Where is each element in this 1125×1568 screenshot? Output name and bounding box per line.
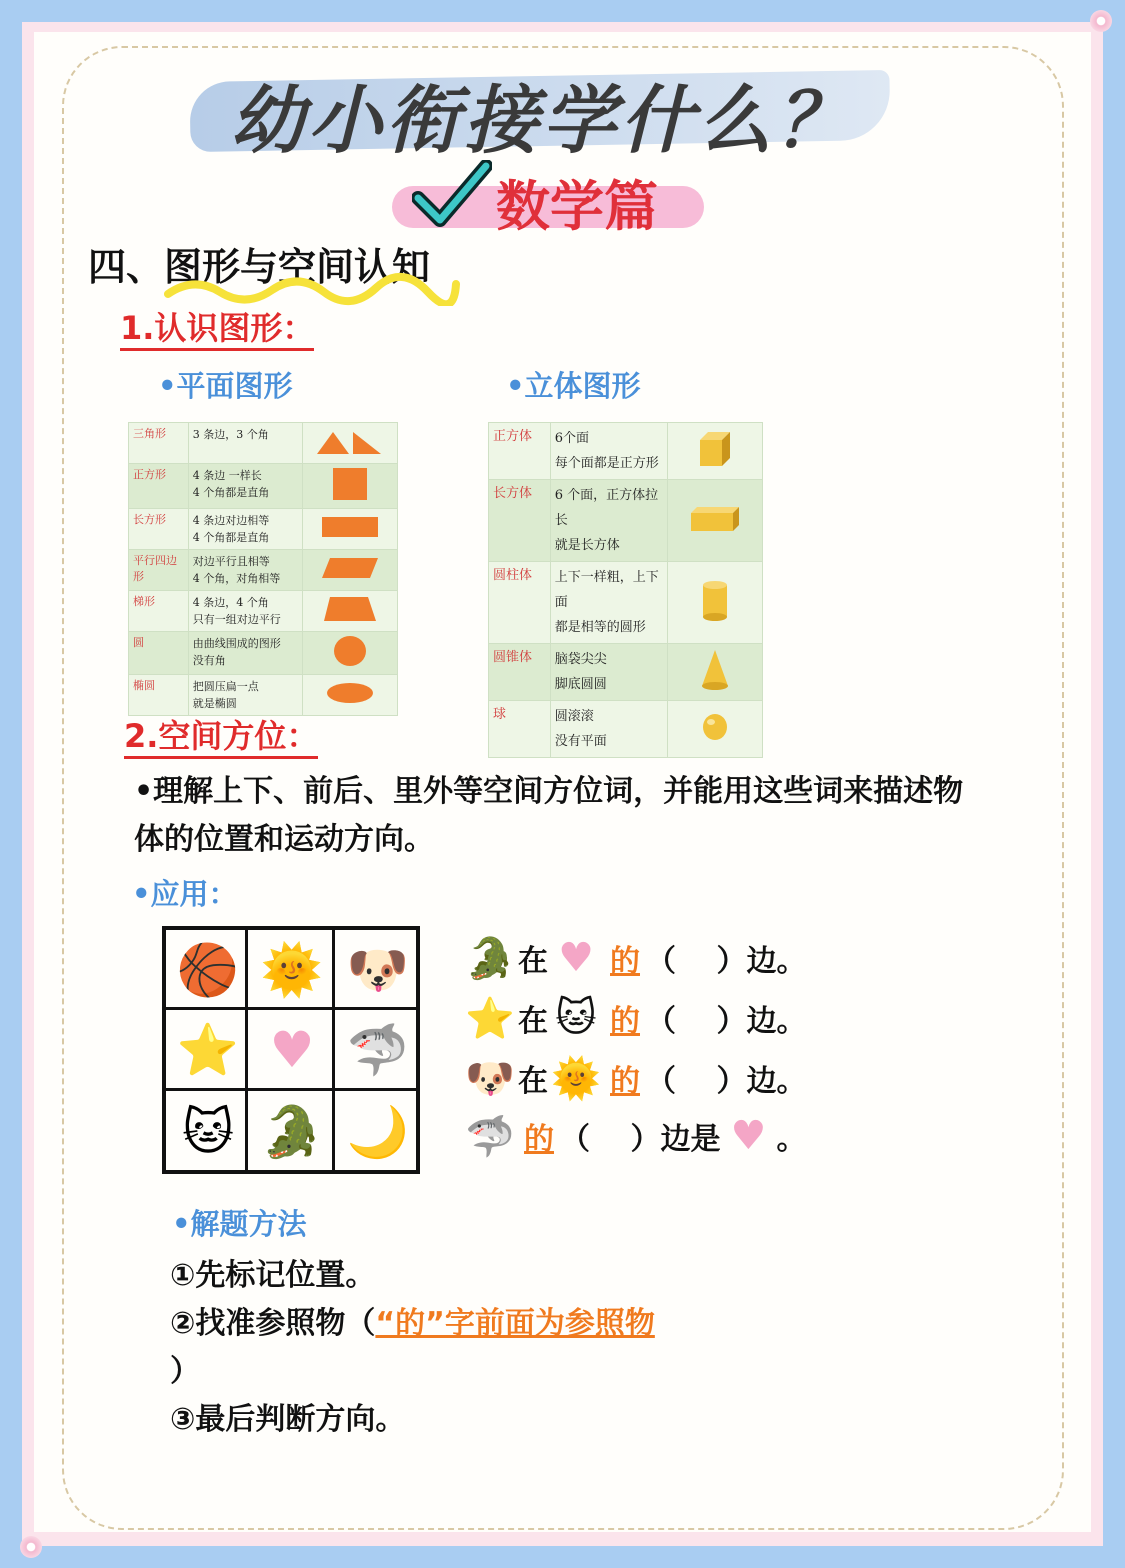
shark-icon: 🦈 — [346, 1020, 410, 1079]
word-de: 的 — [524, 1122, 554, 1157]
shape-name: 圆柱体 — [489, 562, 551, 644]
shape-desc: 上下一样粗，上下面 都是相等的圆形 — [550, 562, 667, 644]
table-row — [129, 423, 398, 464]
answer-blank[interactable]: （ ） — [646, 1064, 747, 1099]
word-de: 的 — [610, 944, 640, 979]
shape-desc: 把圆压扁一点 就是椭圆 — [188, 675, 302, 716]
solid-shapes-table — [488, 422, 763, 758]
shape-name: 圆 — [129, 632, 189, 675]
word-de: 的 — [610, 1004, 640, 1039]
answer-blank[interactable]: （ ） — [646, 944, 747, 979]
squiggle-underline — [164, 272, 460, 306]
flower-icon — [1090, 10, 1112, 32]
shape-name: 正方体 — [489, 423, 551, 480]
shape-name: 椭圆 — [129, 675, 189, 716]
table-row — [129, 675, 398, 716]
shape-name: 平行四边形 — [129, 550, 189, 591]
cat-icon: 🐱 — [555, 995, 597, 1041]
shape-name: 正方形 — [129, 464, 189, 509]
star-icon: ⭐ — [176, 1020, 240, 1079]
plane-shapes-table — [128, 422, 398, 716]
answer-blank[interactable]: （ ） — [560, 1122, 661, 1157]
word-bian: 边。 — [746, 944, 807, 979]
circle-icon — [303, 632, 398, 675]
step-2-close: ） — [170, 1354, 200, 1389]
square-icon — [303, 464, 398, 509]
shape-name: 长方体 — [489, 480, 551, 562]
shape-name: 球 — [489, 701, 551, 758]
title-block — [190, 58, 910, 164]
step-2-highlight: “的”字前面为参照物 — [375, 1306, 655, 1341]
word-bian: 边。 — [746, 1004, 807, 1039]
word-zai: 在 — [518, 944, 548, 979]
step-1: ①先标记位置。 — [170, 1258, 376, 1293]
moon-icon: 🌙 — [346, 1102, 410, 1161]
rectangle-icon — [303, 509, 398, 550]
apply-label: •应用： — [132, 877, 238, 911]
shape-desc: 6个面 每个面都是正方形 — [550, 423, 667, 480]
period: 。 — [776, 1122, 807, 1157]
paragraph-line-2: 体的位置和运动方向。 — [134, 822, 434, 857]
step-3: ③最后判断方向。 — [170, 1402, 406, 1437]
subtitle-block — [392, 160, 712, 236]
word-de: 的 — [610, 1064, 640, 1099]
question-3 — [462, 1050, 806, 1106]
heart-icon: ♥ — [558, 935, 594, 981]
shape-desc: 由曲线围成的图形 没有角 — [188, 632, 302, 675]
shape-desc: 脑袋尖尖 脚底圆圆 — [550, 644, 667, 701]
shape-desc: 4 条边 一样长 4 个角都是直角 — [188, 464, 302, 509]
shape-desc: 6 个面，正方体拉长 就是长方体 — [550, 480, 667, 562]
spatial-heading: 2.空间方位： — [124, 716, 318, 759]
basketball-icon: 🏀 — [176, 940, 240, 999]
table-row — [489, 423, 763, 480]
table-row — [129, 550, 398, 591]
page-title: 幼小衔接学什么？ — [230, 78, 854, 164]
method-label: •解题方法 — [172, 1207, 307, 1241]
cube-icon — [668, 423, 763, 480]
question-4 — [462, 1108, 806, 1164]
word-zai: 在 — [518, 1064, 548, 1099]
position-grid — [162, 926, 420, 1174]
step-2-prefix: ②找准参照物（ — [170, 1306, 376, 1341]
cone-icon — [668, 644, 763, 701]
checkmark-icon — [412, 160, 492, 230]
table-row — [489, 562, 763, 644]
table-row — [489, 701, 763, 758]
step-2 — [170, 1300, 655, 1348]
shark-icon: 🦈 — [465, 1113, 515, 1160]
shape-desc: 对边平行且相等 4 个角，对角相等 — [188, 550, 302, 591]
question-1 — [462, 930, 806, 986]
word-bian: 边。 — [746, 1064, 807, 1099]
shapes-heading: 1.认识图形： — [120, 308, 314, 351]
answer-blank[interactable]: （ ） — [646, 1004, 747, 1039]
parallelogram-icon — [303, 550, 398, 591]
table-row — [129, 632, 398, 675]
paragraph-line-1: •理解上下、前后、里外等空间方位词，并能用这些词来描述物 — [134, 774, 964, 809]
triangle-icon — [303, 423, 398, 464]
section-heading: 四、图形与空间认知 — [88, 245, 431, 289]
trapezoid-icon — [303, 591, 398, 632]
shape-desc: 圆滚滚 没有平面 — [550, 701, 667, 758]
cuboid-icon — [668, 480, 763, 562]
solid-shapes-label: •立体图形 — [506, 369, 641, 403]
word-zai: 在 — [518, 1004, 548, 1039]
cylinder-icon — [668, 562, 763, 644]
puppy-icon: 🐶 — [346, 940, 410, 999]
shape-desc: 4 条边对边相等 4 个角都是直角 — [188, 509, 302, 550]
subtitle: 数学篇 — [496, 175, 658, 238]
shape-name: 三角形 — [129, 423, 189, 464]
star-icon: ⭐ — [465, 995, 515, 1042]
flower-icon — [20, 1536, 42, 1558]
table-row — [489, 644, 763, 701]
puppy-icon: 🐶 — [465, 1055, 515, 1102]
sphere-icon — [668, 701, 763, 758]
table-row — [129, 509, 398, 550]
shape-name: 长方形 — [129, 509, 189, 550]
word-bian-shi: 边是 — [660, 1122, 721, 1157]
shape-name: 圆锥体 — [489, 644, 551, 701]
plane-shapes-label: •平面图形 — [158, 369, 293, 403]
table-row — [129, 591, 398, 632]
shape-desc: 3 条边，3 个角 — [188, 423, 302, 464]
sun-icon: 🌞 — [260, 940, 324, 999]
cat-icon: 🐱 — [181, 1103, 235, 1161]
shape-name: 梯形 — [129, 591, 189, 632]
shape-desc: 4 条边，4 个角 只有一组对边平行 — [188, 591, 302, 632]
table-row — [129, 464, 398, 509]
ellipse-icon — [303, 675, 398, 716]
question-2 — [462, 990, 806, 1046]
heart-icon: ♥ — [269, 1021, 315, 1079]
crocodile-icon: 🐊 — [465, 935, 515, 982]
heart-icon: ♥ — [730, 1113, 767, 1159]
crocodile-icon: 🐊 — [260, 1102, 324, 1161]
table-row — [489, 480, 763, 562]
sun-icon: 🌞 — [551, 1055, 601, 1102]
